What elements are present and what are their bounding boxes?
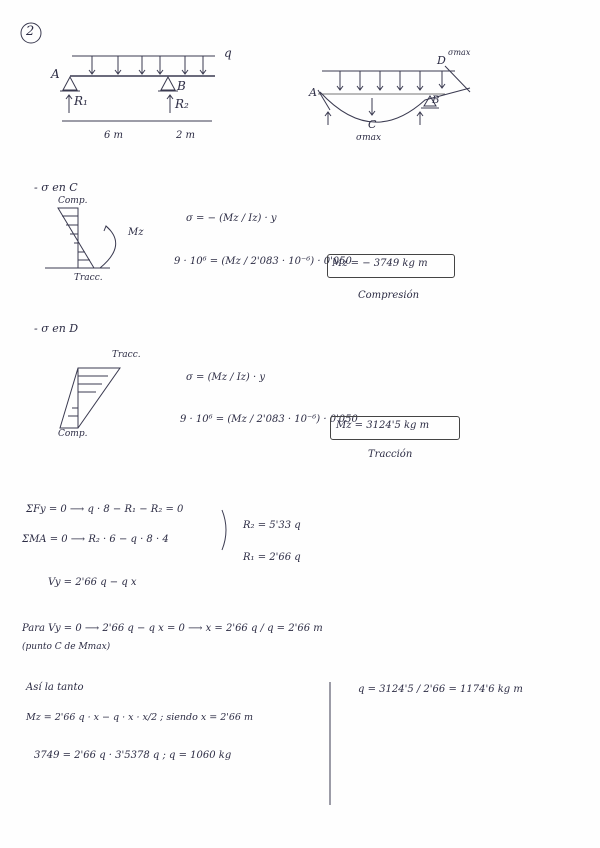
shear-zero: Para Vy = 0 ⟶ 2'66 q − q x = 0 ⟶ x = 2'66 q / q = 2'66 m [22, 623, 323, 634]
problem-number: 2 [26, 24, 35, 39]
reactions-brace [222, 510, 226, 550]
section-c-label-moment: Mz [128, 227, 144, 238]
distributed-load-arrows-1 [89, 56, 206, 74]
eq-r1: R₁ = 2'66 q [243, 552, 301, 563]
stress-d-triangle [60, 368, 120, 428]
eq-forces: ΣFy = 0 ⟶ q · 8 − R₁ − R₂ = 0 [26, 504, 184, 515]
section-c-eq1: σ = − (Mz / Iz) · y [186, 213, 277, 224]
fig1-label-r1: R₁ [74, 94, 88, 108]
distributed-load-arrows-2 [337, 71, 445, 90]
section-c-result-note: Compresión [358, 290, 420, 301]
fig2-label-a: A [309, 86, 317, 99]
support-b [161, 77, 175, 90]
stress-c-triangle [58, 208, 94, 268]
section-d-label-trac: Tracc. [112, 350, 141, 360]
shear-vy: Vy = 2'66 q − q x [48, 577, 137, 588]
shear-note: (punto C de Mmax) [22, 642, 111, 652]
conclusion-alt-eq: q = 3124'5 / 2'66 = 1174'6 kg m [358, 684, 523, 695]
section-d-label-comp: Comp. [58, 429, 88, 439]
fig2-label-b: B [432, 95, 440, 106]
section-c-result: Mz = − 3749 kg m [332, 258, 428, 269]
fig1-span-overhang: 2 m [176, 130, 196, 141]
eq-r2: R₂ = 5'33 q [243, 520, 301, 531]
section-c-label-trac: Tracc. [74, 273, 103, 283]
fig1-span-ab: 6 m [104, 130, 124, 141]
fig2-label-c-note: σmax [356, 133, 382, 143]
section-c-label-comp: Comp. [58, 196, 88, 206]
section-c-eq2: 9 · 10⁶ = (Mz / 2'083 · 10⁻⁶) · 0'050 [174, 256, 352, 267]
section-c-heading: - σ en C [34, 181, 78, 194]
fig1-label-q: q [224, 46, 232, 60]
section-d-heading: - σ en D [34, 322, 79, 335]
section-d-eq2: 9 · 10⁶ = (Mz / 2'083 · 10⁻⁶) · 0'050 [180, 414, 358, 425]
deflection-curve [320, 88, 470, 122]
fig1-label-b: B [177, 79, 186, 93]
conclusion-moment-eq: Mz = 2'66 q · x − q · x · x/2 ; siendo x = 2'66 m [26, 712, 253, 723]
moment-arrow-c [100, 226, 116, 268]
fig2-label-d: D [437, 54, 446, 67]
fig2-label-c: C [368, 118, 377, 131]
fig2-label-d-note: σmax [448, 48, 471, 57]
conclusion-final-eq: 3749 = 2'66 q · 3'5378 q ; q = 1060 kg [34, 750, 232, 761]
section-d-result: Mz = 3124'5 kg m [336, 420, 430, 431]
section-d-result-note: Tracción [368, 449, 413, 460]
eq-moments: ΣMA = 0 ⟶ R₂ · 6 − q · 8 · 4 [22, 534, 169, 545]
conclusion-heading: Así la tanto [26, 682, 84, 693]
fig1-label-a: A [51, 67, 60, 81]
section-d-eq1: σ = (Mz / Iz) · y [186, 372, 266, 383]
support-a [63, 77, 77, 90]
fig1-label-r2: R₂ [175, 97, 189, 111]
